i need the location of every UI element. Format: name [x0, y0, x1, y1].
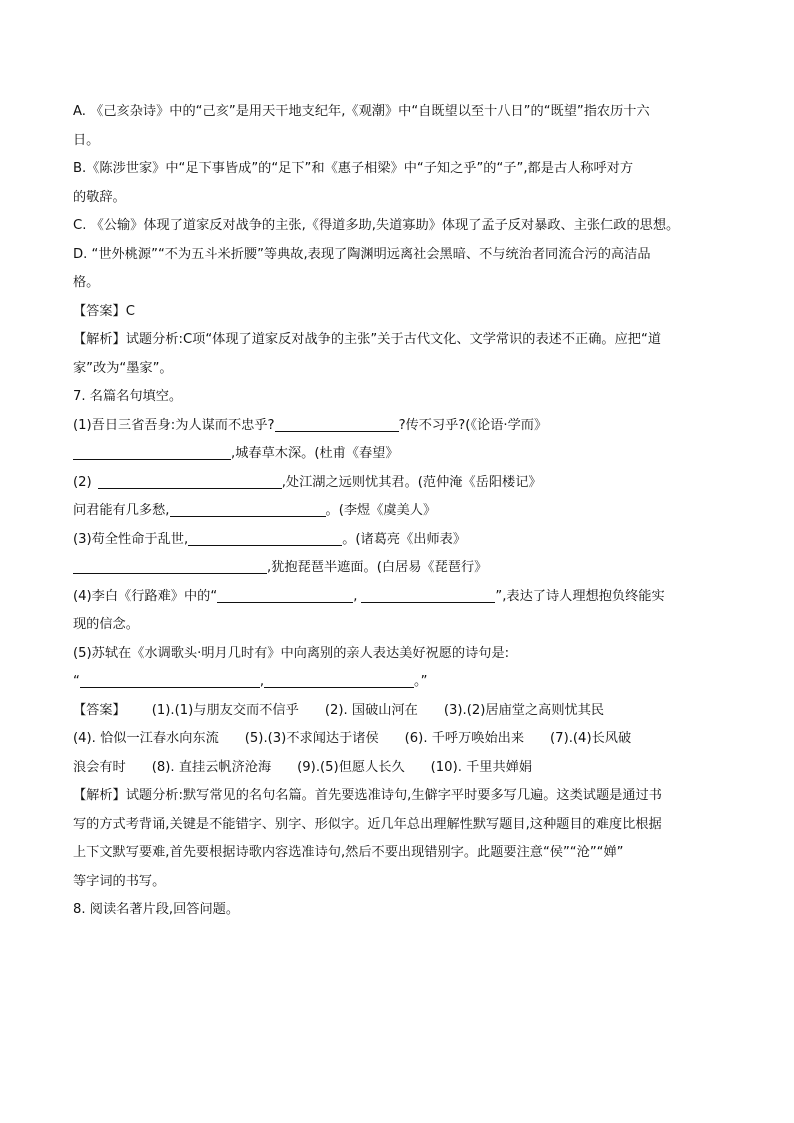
text: 。(李煜《虞美人》 [325, 503, 437, 518]
fill-blank [361, 588, 495, 603]
fill-blank [188, 531, 342, 546]
q7-item-2-line-2 [73, 497, 724, 526]
answer-item: (6). 千呼万唤始出来 [404, 731, 525, 746]
q7-analysis-line-3: 上下文默写要难,首先要根据诗歌内容选准诗句,然后不要出现错别字。此题要注意“侯”“沧”“婵” [73, 845, 624, 860]
q7-item-4-line-1 [73, 583, 724, 612]
text: ?传不习乎?(《论语·学而》 [398, 417, 548, 433]
fill-blank [73, 445, 231, 460]
fill-blank [275, 417, 399, 432]
q7-item-5-line-1: (5)苏轼在《水调歌头·明月几时有》中向离别的亲人表达美好祝愿的诗句是: [73, 645, 510, 661]
answer-item: (9).(5)但愿人长久 [297, 759, 405, 775]
answer-item: (10). 千里共婵娟 [430, 759, 533, 775]
q7-analysis-line-1: 【解析】试题分析:默写常见的名句名篇。首先要选准诗句,生僻字平时要多写几遍。这类试题是通过书 [73, 788, 662, 803]
q7-analysis-line-2: 写的方式考背诵,关键是不能错字、别字、形似字。近几年总出理解性默写题目,这种题目的难度比根据 [73, 816, 662, 832]
fill-blank [170, 502, 326, 517]
text: (2) [73, 474, 92, 490]
answer-item: (4). 恰似一江春水向东流 [73, 731, 219, 746]
text: (4)李白《行路难》中的“ [73, 588, 218, 604]
q7-item-2-line-1 [73, 469, 724, 498]
q7-item-3-line-1 [73, 526, 724, 555]
text: ,犹抱琵琶半遮面。(白居易《琵琶行》 [267, 560, 488, 575]
option-b-line-2: 的敬辞。 [73, 189, 126, 205]
q6-analysis-line-1: 【解析】试题分析:C项“体现了道家反对战争的主张”关于古代文化、文学常识的表述不正确。应把“道 [73, 332, 662, 347]
text: 问君能有几多愁, [73, 503, 170, 518]
q7-item-3-line-2 [73, 554, 724, 583]
text: 。(诸葛亮《出师表》 [342, 531, 467, 547]
q7-answer-line-2 [73, 725, 724, 754]
q7-item-4-line-2: 现的信念。 [73, 617, 139, 632]
q7-item-5-line-2 [73, 668, 724, 697]
text: ,处江湖之远则忧其君。(范仲淹《岳阳楼记》 [281, 474, 542, 490]
q7-item-1-line-2 [73, 440, 724, 469]
option-d-line-2: 格。 [73, 275, 100, 290]
text: (3)苟全性命于乱世, [73, 531, 189, 547]
fill-blank [264, 673, 414, 688]
option-a-line-2: 日。 [73, 132, 100, 148]
text: 。” [414, 674, 428, 689]
option-d-line-1: D. “世外桃源”“不为五斗米折腰”等典故,表现了陶渊明远离社会黑暗、不与统治者同流合污的高洁品 [73, 246, 651, 262]
q6-analysis-line-2: 家”改为“墨家”。 [73, 360, 173, 376]
text: , [259, 674, 265, 689]
answer-item: (3).(2)居庙堂之高则忧其民 [443, 702, 605, 718]
fill-blank [98, 474, 282, 489]
q7-title: 7. 名篇名句填空。 [73, 389, 183, 404]
answer-item: 浪会有时 [73, 759, 126, 775]
answer-item: (2). 国破山河在 [324, 702, 418, 718]
option-b-line-1: B.《陈涉世家》中“足下事皆成”的“足下”和《惠子相梁》中“子知之乎”的“子”,都是古人称呼对方 [73, 161, 634, 176]
q7-answer-line-1 [73, 697, 724, 726]
text: , [353, 588, 358, 604]
text: “ [73, 674, 80, 689]
q7-item-1-line-1 [73, 412, 724, 441]
answer-item: (8). 直挂云帆济沧海 [151, 759, 272, 775]
q6-answer: 【答案】C [73, 303, 135, 319]
text: ,城春草木深。(杜甫《春望》 [231, 446, 399, 461]
option-a-line-1: A. 《己亥杂诗》中的“己亥”是用天干地支纪年,《观潮》中“自既望以至十八日”的“既望”指农历十六 [73, 104, 650, 119]
fill-blank [217, 588, 353, 603]
answer-item: (5).(3)不求闻达于诸侯 [244, 731, 379, 746]
answer-item: (1).(1)与朋友交而不信乎 [151, 702, 299, 718]
fill-blank [73, 559, 267, 574]
answer-label: 【答案】 [73, 702, 126, 718]
answer-item: (7).(4)长风破 [550, 731, 632, 746]
q7-analysis-line-4: 等字词的书写。 [73, 873, 166, 889]
text: (1)吾日三省吾身:为人谋而不忠乎? [73, 417, 275, 433]
q8-title: 8. 阅读名著片段,回答问题。 [73, 902, 240, 917]
fill-blank [80, 673, 260, 688]
option-c-line: C. 《公输》体现了道家反对战争的主张,《得道多助,失道寡助》体现了孟子反对暴政、主张仁政的思想。 [73, 218, 680, 233]
text: ”,表达了诗人理想抱负终能实 [495, 588, 665, 604]
q7-answer-line-3 [73, 754, 724, 783]
